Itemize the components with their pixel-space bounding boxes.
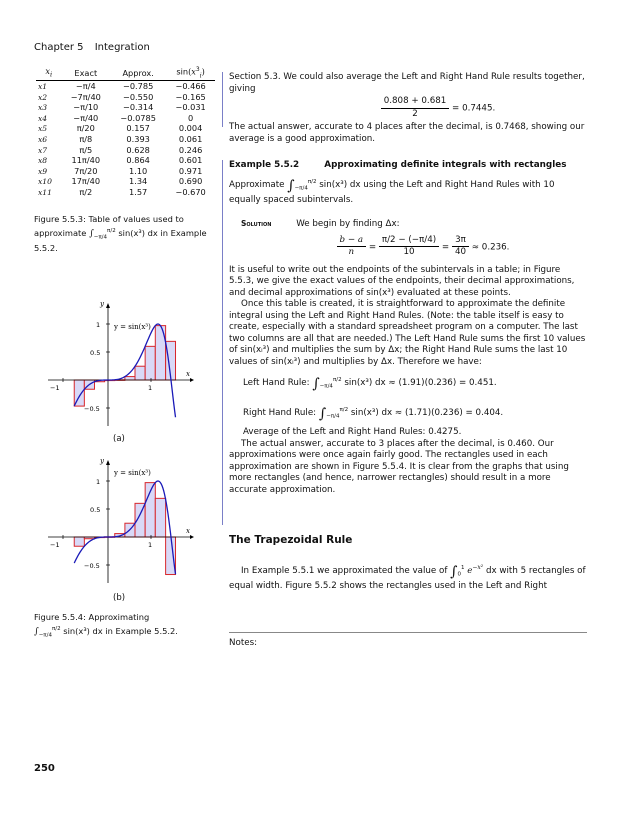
cell-xi: x5 <box>38 124 48 134</box>
paragraph-average: Section 5.3. We could also average the Left and Right Hand Rule results together, giving <box>229 72 585 94</box>
graph-a-tick-x1: 1 <box>148 384 153 392</box>
graph-b-rect <box>74 537 84 546</box>
cell-exact: π/8 <box>79 133 93 144</box>
graph-a <box>40 298 200 436</box>
values-table <box>36 66 215 198</box>
paragraph-actual-460: The actual answer, accurate to 3 places after the decimal, is 0.460. Our approximations were once again fairly good. The rectangles used in each approximation are shown in Figure 5.5.4. It is clear from the graphs that using more rectangles (and hence, narrower rectangles) should result in a more accurate approximation. <box>229 438 569 495</box>
graph-a-tick-neg05: −0.5 <box>84 405 100 413</box>
cell-sin: −0.165 <box>175 91 206 102</box>
figure-553-text-a: Table of values used to approximate <box>34 214 184 238</box>
paragraph-rules: Once this table is created, it is straightforward to approximate the definite integral using the Left and Right Hand Rules. (Note: the table itself is easy to create, especially with a standard spreadsheet program on a computer. The last two columns are all that are needed.) The Left Hand Rule sums the first 10 values of sin(xᵢ³) and multiplies the sum by Δx; the Right Hand Rule sums the last 10 values of sin(xᵢ³) and multiplies by Δx. Therefore we have: <box>229 299 586 367</box>
running-header <box>34 42 150 53</box>
rhr-expression: sin(x³) dx ≈ (1.71)(0.236) = 0.404. <box>350 408 504 419</box>
graph-b-x-label: x <box>186 527 190 535</box>
cell-exact: 17π/40 <box>71 176 101 187</box>
graph-b-rect <box>166 537 176 575</box>
cell-approx: 1.57 <box>129 186 148 197</box>
figure-554-caption: Figure 5.5.4: Approximating $\int_{-\pi/4}^{\pi/2}$ sin(x³) dx in Example 5.5.2. <box>34 612 220 641</box>
cell-sin: 0.971 <box>178 165 203 176</box>
graph-a-rect <box>125 377 135 380</box>
cell-sin: −0.031 <box>175 102 206 113</box>
avg-denominator: 2 <box>412 108 418 119</box>
graph-b-tick-neg1: −1 <box>50 541 60 549</box>
paragraph-table-note: It is useful to write out the endpoints of the subintervals in a table; in Figure 5.5.3, we give the exact values of the endpoints, their decimal approximations, and decimal approximations of sin(x³) evaluated at these points. <box>229 264 575 298</box>
delta-x-equation: $\frac{b - a}{n}$ = $\frac{\pi/2 - (-\pi/4)}{10}$ = $\frac{3\pi}{40}$ ≈ 0.236. <box>259 235 587 259</box>
cell-xi: x2 <box>38 92 48 102</box>
cell-sin: 0.601 <box>178 155 203 166</box>
figure-553-caption: Figure 5.5.3: Table of values used to approximate $\int_{-\pi/4}^{\pi/2}$ sin(x³) dx in Example 5.5.2. <box>34 214 207 254</box>
left-hand-rule-line: Left Hand Rule: $\int_{-\pi/4}^{\pi/2}$ sin(x³) dx ≈ (1.91)(0.236) = 0.451. <box>243 376 497 393</box>
cell-exact: π/20 <box>76 123 95 134</box>
cell-approx: 1.34 <box>129 176 148 187</box>
graph-a-panel-label: (a) <box>113 434 125 444</box>
table-row <box>36 81 215 92</box>
cell-exact: 7π/20 <box>74 165 98 176</box>
cell-xi: x9 <box>38 166 48 176</box>
graph-a-tick-neg1: −1 <box>50 384 60 392</box>
cell-xi: x3 <box>38 103 48 113</box>
paragraph-average-rules: Average of the Left and Right Hand Rules: 0.4275. <box>243 427 462 438</box>
graph-b-panel-label: (b) <box>113 593 126 603</box>
page-number: 250 <box>34 763 55 774</box>
table-row <box>36 156 215 167</box>
cell-approx: −0.0785 <box>120 112 156 123</box>
cell-exact: π/2 <box>79 186 93 197</box>
graph-b-func-label: y = sin(x³) <box>114 469 151 477</box>
graph-a-tick-05: 0.5 <box>90 349 101 357</box>
lhr-label: Left Hand Rule: <box>243 378 310 389</box>
graph-b-tick-neg05: −0.5 <box>84 562 100 570</box>
cell-sin: 0.690 <box>178 176 203 187</box>
col-header-xi: $x_i$ <box>36 66 62 81</box>
cell-xi: x4 <box>38 113 48 123</box>
graph-b-tick-05: 0.5 <box>90 506 101 514</box>
col-header-sin: $\sin(x^3_i)$ <box>166 66 215 81</box>
graph-a-y-label: y <box>100 300 104 308</box>
cell-approx: 0.628 <box>126 144 150 155</box>
table-row <box>36 145 215 156</box>
cell-xi: x11 <box>38 187 52 197</box>
rhr-label: Right Hand Rule: <box>243 408 317 419</box>
main-column-top <box>229 72 587 145</box>
table-row <box>36 177 215 188</box>
notes-label: Notes: <box>229 638 258 648</box>
dx-frac2-den: 10 <box>403 247 415 258</box>
table-body <box>36 81 215 198</box>
cell-xi: x1 <box>38 81 48 91</box>
cell-approx: 0.864 <box>126 155 150 166</box>
cell-approx: 0.157 <box>126 123 150 134</box>
solution-line <box>229 218 587 231</box>
cell-exact: 11π/40 <box>71 155 101 166</box>
cell-sin: 0.004 <box>178 123 203 134</box>
average-equation <box>289 96 587 120</box>
cell-exact: −π/10 <box>73 102 99 113</box>
cell-xi: x8 <box>38 156 48 166</box>
solution-intro: We begin by finding Δx: <box>296 219 400 230</box>
table-row <box>36 113 215 124</box>
col-header-approx: Approx. <box>110 66 166 81</box>
dx-frac1-den: n <box>348 247 355 258</box>
cell-sin: 0.246 <box>178 144 203 155</box>
paragraph-trapezoidal: In Example 5.5.1 we approximated the value of $\int_0^1$ $e^{-x^2}$ dx with 5 rectangles of equal width. Figure 5.5.2 shows the rectangles used in the Left and Right <box>229 563 586 592</box>
example-statement: Approximate $\int_{-\pi/4}^{\pi/2}$ sin(x³) dx using the Left and Right Hand Rules with 10 equally spaced subintervals. <box>229 177 555 205</box>
graph-a-rect <box>135 366 145 380</box>
graph-a-tick-1: 1 <box>96 321 101 329</box>
dx-result: ≈ 0.236. <box>471 242 510 253</box>
cell-xi: x10 <box>38 177 52 187</box>
cell-exact: π/5 <box>79 144 93 155</box>
lhr-expression: sin(x³) dx ≈ (1.91)(0.236) = 0.451. <box>344 378 497 389</box>
graph-a-rect <box>145 346 155 380</box>
dx-frac3-num: 3π <box>452 235 469 248</box>
trapezoidal-text-a: In Example 5.5.1 we approximated the value of <box>241 565 448 576</box>
cell-approx: −0.550 <box>122 91 154 102</box>
table-row <box>36 166 215 177</box>
cell-approx: 0.393 <box>126 133 150 144</box>
graph-b-y-label: y <box>100 457 104 465</box>
notes-divider <box>229 632 587 633</box>
cell-sin: −0.466 <box>175 80 206 91</box>
table-row <box>36 92 215 103</box>
avg-result: = 0.7445. <box>452 103 496 114</box>
graph-b-tick-1: 1 <box>96 478 101 486</box>
table-row <box>36 187 215 198</box>
cell-approx: 1.10 <box>129 165 148 176</box>
example-heading <box>229 160 587 172</box>
graph-a-x-label: x <box>186 370 190 378</box>
figure-553-text-b: sin(x³) dx in Example 5.5.2. <box>34 227 207 254</box>
example-title: Approximating definite integrals with rectangles <box>324 160 567 170</box>
table-row <box>36 124 215 135</box>
graph-b-tick-x1: 1 <box>148 541 153 549</box>
table-header-row <box>36 66 215 81</box>
cell-sin: 0 <box>188 112 194 123</box>
section-title-trapezoidal: The Trapezoidal Rule <box>229 534 353 546</box>
example-statement-b: sin(x³) dx using the Left and Right Hand Rules with 10 equally spaced subintervals. <box>229 179 555 205</box>
cell-exact: −7π/40 <box>70 91 101 102</box>
graph-a-rectangles <box>74 326 175 406</box>
dx-frac2-num: π/2 − (−π/4) <box>379 235 439 248</box>
table-row <box>36 134 215 145</box>
solution-label: Solution <box>241 219 272 229</box>
chapter-title: Integration <box>94 42 150 53</box>
cell-exact: −π/4 <box>75 80 96 91</box>
dx-frac1-num: b − a <box>337 235 367 248</box>
graph-a-func-label: y = sin(x³) <box>114 323 151 331</box>
table-row <box>36 103 215 114</box>
figure-554-label: Figure 5.5.4: Approximating <box>34 612 150 622</box>
paragraph-actual: The actual answer, accurate to 4 places after the decimal, is 0.7468, showing our average is a good approximation. <box>229 122 585 144</box>
cell-exact: −π/40 <box>73 112 99 123</box>
col-header-exact: Exact <box>62 66 111 81</box>
cell-approx: −0.314 <box>122 102 154 113</box>
example-statement-a: Approximate <box>229 179 285 190</box>
dx-frac3-den: 40 <box>454 247 466 258</box>
example-552 <box>229 160 587 496</box>
cell-approx: −0.785 <box>122 80 154 91</box>
graph-b <box>40 455 200 593</box>
example-label: Example 5.5.2 <box>229 160 300 170</box>
example-rule <box>222 160 223 525</box>
cell-sin: −0.670 <box>175 186 206 197</box>
avg-numerator: 0.808 + 0.681 <box>381 96 450 109</box>
trapezoidal-text-b: dx with 5 rectangles of equal width. Figure 5.5.2 shows the rectangles used in the Left and Right <box>229 565 586 592</box>
graph-b-rect <box>155 498 165 537</box>
graph-b-rectangles <box>74 483 175 575</box>
figure-554-text: sin(x³) dx in Example 5.5.2. <box>63 625 178 636</box>
cell-sin: 0.061 <box>178 133 203 144</box>
cell-xi: x7 <box>38 145 48 155</box>
right-hand-rule-line: Right Hand Rule: $\int_{-\pi/4}^{\pi/2}$ sin(x³) dx ≈ (1.71)(0.236) = 0.404. <box>243 406 504 423</box>
figure-553-label: Figure 5.5.3: <box>34 214 86 224</box>
chapter-label: Chapter 5 <box>34 42 84 53</box>
cell-xi: x6 <box>38 134 48 144</box>
continued-example-rule <box>222 72 223 127</box>
